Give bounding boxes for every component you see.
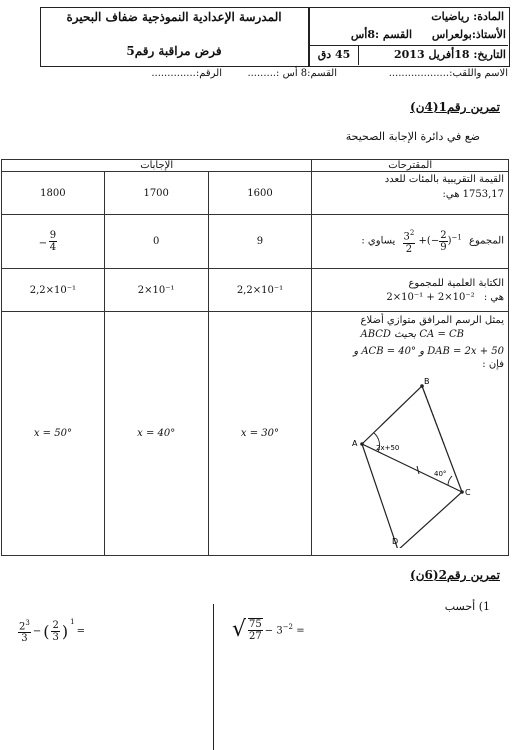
- proposal-line: فإن :: [482, 359, 504, 370]
- answer-option[interactable]: 1800: [2, 172, 105, 215]
- answer-option[interactable]: 1700: [104, 172, 208, 215]
- point-c: [461, 490, 465, 494]
- expression-left: $\frac{2^3}{3}$ − ( $\frac{2}{3}$ ) $^1$ =: [19, 618, 85, 645]
- proposal-line: القيمة التقريبية بالمئات للعدد: [384, 174, 504, 185]
- scientific-expression: 2×10⁻¹ + 2×10⁻²: [386, 291, 475, 303]
- student-class-field: القسم:8 أس :.........: [247, 68, 337, 79]
- duration: 45 دق: [317, 48, 351, 61]
- proposal-label: المجموع: [469, 235, 504, 247]
- proposal-tail: يساوي :: [361, 235, 396, 247]
- subject: المادة: رياضيات: [431, 10, 504, 23]
- proposal-cell: [312, 215, 509, 269]
- proposal-line: 1753,17 هي:: [442, 189, 504, 200]
- proposal-line: الكتابة العلمية للمجموع: [408, 277, 504, 289]
- answers-header: الإجابات: [2, 160, 312, 172]
- answer-option[interactable]: 2,2×10⁻¹: [208, 269, 312, 312]
- answer-option[interactable]: 2×10⁻¹: [104, 269, 208, 312]
- answer-option[interactable]: 0: [104, 215, 208, 269]
- school-name: المدرسة الإعدادية النموذجية ضفاف البحيرة: [66, 10, 282, 24]
- exercise1-instruction: ضع في دائرة الإجابة الصحيحة: [345, 130, 480, 143]
- answer-option[interactable]: [2, 215, 105, 269]
- answer-option[interactable]: 9: [208, 215, 312, 269]
- answer-option[interactable]: 2,2×10⁻¹: [2, 269, 105, 312]
- parallelogram-abcd: [362, 386, 462, 548]
- student-number-field: الرقم:..............: [151, 68, 222, 79]
- sum-expression: $\frac{3^2}{2}$ +(− $\frac{2}{9}$ )$^{-1}$: [403, 229, 462, 255]
- parallelogram-figure: [322, 378, 502, 548]
- proposals-header: المقترحات: [312, 160, 509, 172]
- label-a: A: [352, 439, 358, 448]
- proposal-line-2: [316, 292, 504, 303]
- exercise2-task: 1) أحسب: [444, 600, 490, 613]
- label-b: B: [424, 378, 430, 386]
- answer-option[interactable]: 1600: [208, 172, 312, 215]
- answer-option[interactable]: x = 30°: [208, 312, 312, 556]
- date: التاريخ: 18أفريل 2013: [394, 48, 506, 61]
- answer-option[interactable]: x = 40°: [104, 312, 208, 556]
- expression-right: √ $\frac{75}{27}$ − $3^{-2}$ =: [232, 617, 305, 642]
- exercise2-title: تمرين رقم2(6ن): [410, 568, 500, 582]
- proposal-line: DAB = 2x + 50 و ACB = 40° و: [353, 346, 504, 357]
- proposal-line: CA = CB بحيث ABCD: [360, 329, 464, 340]
- proposal-cell: [312, 269, 509, 312]
- class: القسم :8أس: [350, 28, 412, 41]
- exam-title: فرض مراقبة رقم5: [126, 44, 222, 58]
- teacher: الأستاذ:بولعراس: [431, 28, 506, 41]
- point-a: [361, 442, 365, 446]
- exercise2-divider: [213, 604, 214, 750]
- proposal-cell: [312, 312, 509, 556]
- angle-label-c: 40°: [434, 470, 447, 478]
- angle-label-a: 2x+50: [376, 444, 400, 452]
- label-c: C: [465, 488, 471, 497]
- label-d: D: [392, 537, 399, 546]
- header-divider: [308, 45, 508, 46]
- minus-nine-quarters: − 9 4: [38, 230, 57, 253]
- exercise1-table: [1, 159, 509, 556]
- proposal-line: يمثل الرسم المرافق متوازي أضلاع: [360, 315, 504, 326]
- proposal-cell: [312, 172, 509, 215]
- angle-arc-c: [448, 476, 452, 485]
- date-divider: [358, 46, 359, 65]
- proposal-label: هي :: [483, 291, 504, 303]
- exercise1-title: تمرين رقم1(4ن): [410, 100, 500, 114]
- answer-option[interactable]: x = 50°: [2, 312, 105, 556]
- student-name-field: الاسم واللقب:...................: [388, 68, 508, 79]
